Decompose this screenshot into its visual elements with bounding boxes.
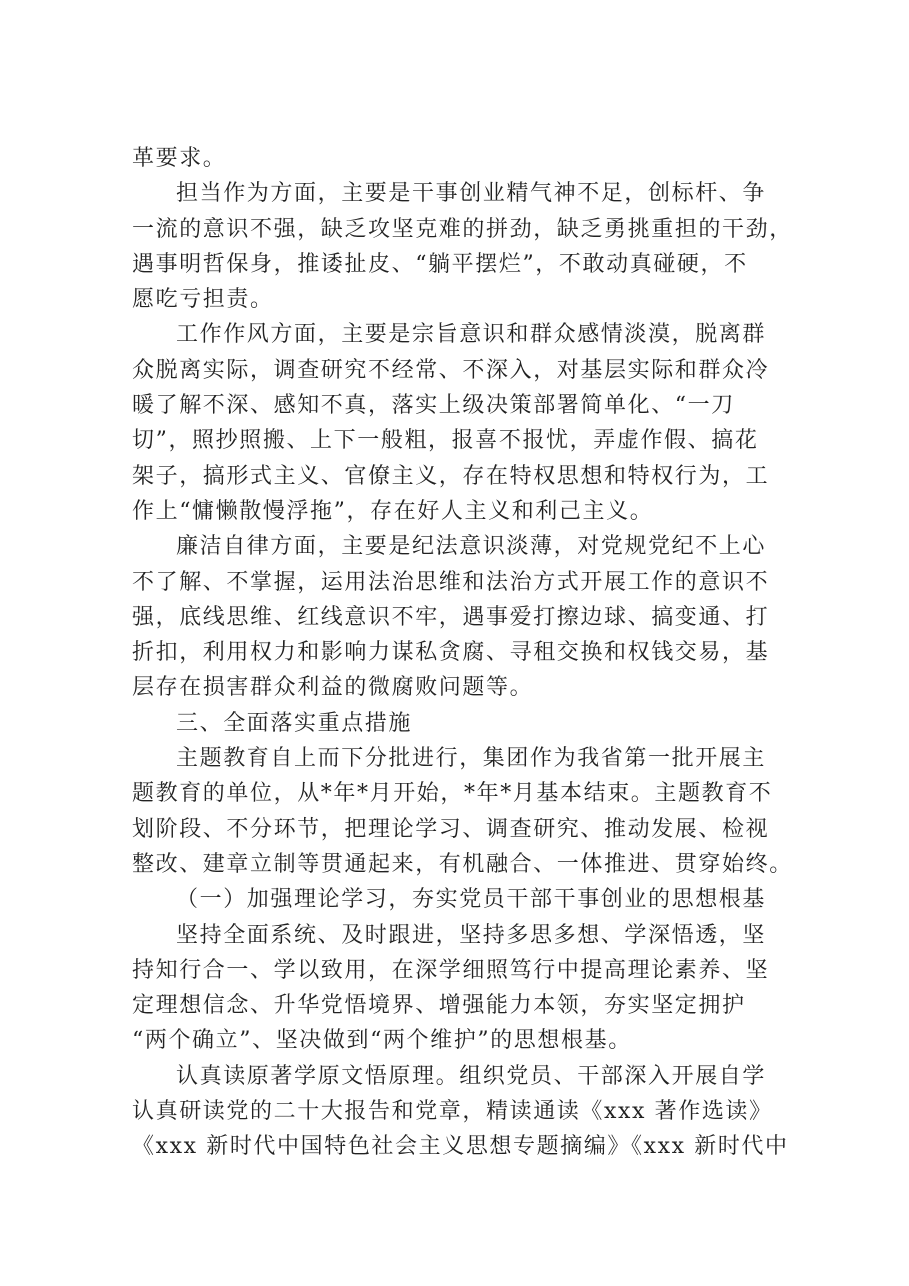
text-line: 强，底线思维、红线意识不牢，遇事爱打擦边球、搞变通、打	[132, 604, 770, 630]
text-line: 折扣，利用权力和影响力谋私贪腐、寻租交换和权钱交易，基	[132, 640, 770, 666]
paragraph-start-line: 主题教育自上而下分批进行，集团作为我省第一批开展主	[176, 746, 767, 772]
paragraph-start-line: 坚持全面系统、及时跟进，坚持多思多想、学深悟透，坚	[176, 922, 767, 948]
paragraph-start-line: 廉洁自律方面，主要是纪法意识淡薄，对党规党纪不上心	[176, 534, 767, 560]
text-line: 切”，照抄照搬、上下一般粗，报喜不报忧，弄虚作假、搞花	[132, 428, 759, 454]
text-line: 架子，搞形式主义、官僚主义，存在特权思想和特权行为，工	[132, 463, 770, 489]
text-line: 层存在损害群众利益的微腐败问题等。	[132, 675, 534, 701]
text-line: 定理想信念、升华党悟境界、增强能力本领，夯实坚定拥护	[132, 993, 746, 1019]
paragraph-start-line: 担当作为方面，主要是干事创业精气神不足，创标杆、争	[176, 181, 767, 207]
text-line: 《xxx 新时代中国特色社会主义思想专题摘编》《xxx 新时代中	[132, 1134, 789, 1160]
text-line: 愿吃亏担责。	[132, 287, 274, 313]
text-line: 认真研读党的二十大报告和党章，精读通读《xxx 著作选读》	[132, 1099, 773, 1125]
text-line: 划阶段、不分环节，把理论学习、调查研究、推动发展、检视	[132, 816, 770, 842]
text-line: “两个确立”、坚决做到“两个维护”的思想根基。	[132, 1028, 632, 1054]
document-body	[132, 141, 800, 1165]
text-line: 众脱离实际，调查研究不经常、不深入，对基层实际和群众冷	[132, 357, 770, 383]
text-line: 革要求。	[132, 146, 227, 171]
text-line: 一流的意识不强，缺乏攻坚克难的拼劲，缺乏勇挑重担的干劲，	[132, 216, 793, 242]
text-line: 不了解、不掌握，运用法治思维和法治方式开展工作的意识不	[132, 569, 770, 595]
subsection-heading: （一）加强理论学习，夯实党员干部干事创业的思想根基	[176, 887, 767, 913]
text-line: 题教育的单位，从*年*月开始，*年*月基本结束。主题教育不	[132, 781, 773, 807]
section-heading: 三、全面落实重点措施	[176, 710, 413, 736]
text-line: 整改、建章立制等贯通起来，有机融合、一体推进、贯穿始终。	[132, 851, 793, 877]
paragraph-start-line: 认真读原著学原文悟原理。组织党员、干部深入开展自学	[176, 1063, 767, 1089]
text-line: 遇事明哲保身，推诿扯皮、“躺平摆烂”，不敢动真碰硬，不	[132, 251, 748, 277]
paragraph-start-line: 工作作风方面，主要是宗旨意识和群众感情淡漠，脱离群	[176, 322, 767, 348]
text-line: 持知行合一、学以致用，在深学细照笃行中提高理论素养、坚	[132, 957, 770, 983]
text-line: 暖了解不深、感知不真，落实上级决策部署简单化、“一刀	[132, 393, 735, 419]
text-line: 作上“慵懒散慢浮拖”，存在好人主义和利己主义。	[132, 498, 654, 524]
